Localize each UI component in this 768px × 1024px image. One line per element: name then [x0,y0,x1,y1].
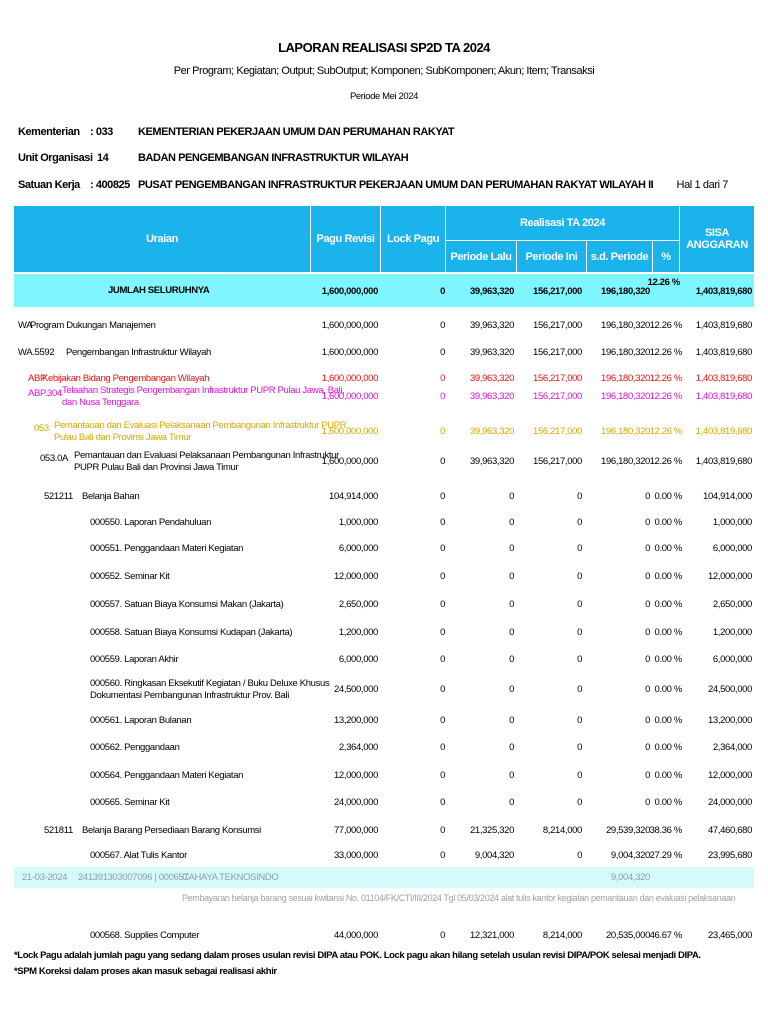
col-sisa-header-line2: ANGGARAN [686,239,748,251]
row-periode-ini: 0 [577,654,582,665]
total-pagu: 1,600,000,000 [321,286,378,297]
report-period: Periode Mei 2024 [349,91,419,102]
row-pct: 0.00 % [654,654,682,665]
row-lock: 0 [440,770,445,781]
row-pct: 12.26 % [649,347,682,358]
row-pct: 0.00 % [654,684,682,695]
unit-name: BADAN PENGEMBANGAN INFRASTRUKTUR WILAYAH [138,152,409,164]
row-periode-ini: 0 [577,850,582,861]
row-pagu: 104,914,000 [329,491,378,502]
row-periode-lalu: 9,004,320 [474,850,514,861]
row-sisa: 1,000,000 [712,517,752,528]
total-periode-ini: 156,217,000 [533,286,582,297]
row-pct: 0.00 % [654,599,682,610]
row-uraian: 000560. Ringkasan Eksekutif Kegiatan / Buku Deluxe Khusus [90,678,330,689]
row-sd-periode: 0 [645,571,650,582]
row-periode-lalu: 0 [509,654,514,665]
row-periode-lalu: 39,963,320 [469,373,514,384]
row-periode-ini: 0 [577,543,582,554]
row-periode-lalu: 0 [509,797,514,808]
row-lock: 0 [440,742,445,753]
row-pct: 12.26 % [649,320,682,331]
row-sd-periode: 20,535,000 [605,930,650,941]
row-uraian: 000565. Seminar Kit [90,797,170,808]
row-uraian: 000550. Laporan Pendahuluan [90,517,212,528]
row-uraian: Kebijakan Bidang Pengembangan Wilayah [42,373,210,384]
row-pct: 46.67 % [649,930,682,941]
total-lock: 0 [440,286,445,297]
row-periode-lalu: 39,963,320 [469,426,514,437]
row-lock: 0 [440,599,445,610]
row-uraian: Belanja Barang Persediaan Barang Konsumsi [82,825,261,836]
row-periode-ini: 156,217,000 [533,426,582,437]
row-uraian: 000551. Penggandaan Materi Kegiatan [90,543,244,554]
row-pct: 0.00 % [654,571,682,582]
row-pct: 0.00 % [654,715,682,726]
footnote-spm-koreksi: *SPM Koreksi dalam proses akan masuk sebagai realisasi akhir [14,966,277,977]
row-periode-ini: 0 [577,517,582,528]
row-lock: 0 [440,391,445,402]
row-periode-lalu: 39,963,320 [469,320,514,331]
row-uraian-line2: Pulau Bali dan Provinsi Jawa Timur [54,432,192,443]
row-pagu: 33,000,000 [333,850,378,861]
report-subtitle: Per Program; Kegiatan; Output; SubOutput; Komponen; SubKomponen; Akun; Item; Transaksi [173,65,595,77]
report-title: LAPORAN REALISASI SP2D TA 2024 [278,40,490,55]
row-code: ABP.304 [28,388,62,399]
row-periode-lalu: 39,963,320 [469,456,514,467]
row-pagu: 12,000,000 [333,770,378,781]
row-periode-ini: 8,214,000 [542,930,582,941]
row-sd-periode: 0 [645,491,650,502]
row-lock: 0 [440,825,445,836]
row-pct: 12.26 % [649,373,682,384]
row-periode-lalu: 0 [509,684,514,695]
row-code: 053 [34,423,49,434]
col-sisa-header [680,206,754,272]
row-periode-lalu: 0 [509,742,514,753]
transaction-vendor: CAHAYA TEKNOSINDO [182,872,279,883]
row-sisa: 12,000,000 [707,770,752,781]
row-uraian: Pengembangan Infrastruktur Wilayah [66,347,211,358]
row-sd-periode: 0 [645,715,650,726]
row-periode-lalu: 12,321,000 [469,930,514,941]
row-uraian: 000564. Penggandaan Materi Kegiatan [90,770,244,781]
row-periode-ini: 156,217,000 [533,373,582,384]
row-code: WA.5592 [18,347,55,358]
row-pagu: 2,650,000 [338,599,378,610]
row-pagu: 6,000,000 [338,654,378,665]
row-pct: 27.29 % [649,850,682,861]
row-uraian: 000562. Penggandaan [90,742,180,753]
col-uraian-header: Uraian [14,206,310,272]
row-sisa: 23,465,000 [707,930,752,941]
row-sisa: 2,364,000 [712,742,752,753]
row-pagu: 1,600,000,000 [321,426,378,437]
row-lock: 0 [440,456,445,467]
transaction-amount: 9,004,320 [610,872,650,883]
row-sd-periode: 0 [645,742,650,753]
row-sisa: 1,403,819,680 [695,391,752,402]
row-periode-lalu: 0 [509,599,514,610]
row-pagu: 1,600,000,000 [321,347,378,358]
row-sisa: 6,000,000 [712,543,752,554]
row-code: 521211 [44,491,73,502]
row-uraian: Telaahan Strategis Pengembangan Infrastruktur PUPR Pulau Jawa, Bali, [62,385,345,396]
row-sisa: 1,403,819,680 [695,320,752,331]
col-sisa-header-line1: SISA [704,227,730,239]
row-uraian: 000559. Laporan Akhir [90,654,179,665]
row-sd-periode: 196,180,320 [601,320,650,331]
row-sisa: 1,403,819,680 [695,347,752,358]
row-sisa: 1,403,819,680 [695,373,752,384]
row-pct: 0.00 % [654,770,682,781]
footnote-lock-pagu: *Lock Pagu adalah jumlah pagu yang sedang dalam proses usulan revisi DIPA atau POK. Lock pagu akan hilang setelah usulan revisi DIPA/POK selesai menjadi DIPA. [14,950,701,961]
page-indicator: Hal 1 dari 7 [676,179,728,191]
row-periode-lalu: 0 [509,770,514,781]
total-label: JUMLAH SELURUHNYA [108,285,210,296]
row-pagu: 6,000,000 [338,543,378,554]
row-pct: 0.00 % [654,627,682,638]
row-pagu: 1,000,000 [338,517,378,528]
row-periode-ini: 8,214,000 [542,825,582,836]
row-pagu: 13,200,000 [333,715,378,726]
row-uraian: Program Dukungan Manajemen [30,320,156,331]
row-periode-ini: 0 [577,770,582,781]
row-pct: 0.00 % [654,543,682,554]
satker-label: Satuan Kerja [18,179,80,191]
row-sd-periode: 196,180,320 [601,347,650,358]
row-uraian: Pemantauan dan Evaluasi Pelaksanaan Pembangunan Infrastruktur [74,450,339,461]
row-sd-periode: 196,180,320 [601,373,650,384]
row-periode-ini: 156,217,000 [533,456,582,467]
row-sisa: 1,200,000 [712,627,752,638]
row-code: WA [18,320,33,331]
row-lock: 0 [440,850,445,861]
row-periode-lalu: 0 [509,571,514,582]
row-lock: 0 [440,715,445,726]
row-pct: 12.26 % [649,391,682,402]
row-uraian: 000567. Alat Tulis Kantor [90,850,187,861]
col-lock-header: Lock Pagu [381,206,445,272]
transaction-date: 21-03-2024 [22,872,68,883]
row-sd-periode: 0 [645,797,650,808]
row-sd-periode: 0 [645,654,650,665]
row-pct: 38.36 % [649,825,682,836]
transaction-note: Pembayaran belanja barang sesuai kwitansi No. 01104/FK/CTI/III/2024 Tgl 05/03/2024 alat tulis kantor kegiatan pemantauan dan evaluasi pelaksanaan [182,893,736,903]
row-sisa: 47,460,680 [707,825,752,836]
row-periode-lalu: 0 [509,627,514,638]
row-periode-lalu: 0 [509,543,514,554]
row-pagu: 2,364,000 [338,742,378,753]
row-lock: 0 [440,517,445,528]
row-periode-ini: 0 [577,742,582,753]
col-sd-periode-header: s.d. Periode [587,241,652,272]
row-sisa: 2,650,000 [712,599,752,610]
row-sisa: 1,403,819,680 [695,456,752,467]
row-pct: 12.26 % [649,456,682,467]
row-periode-ini: 0 [577,491,582,502]
row-pct: 12.26 % [649,426,682,437]
row-pagu: 1,600,000,000 [321,391,378,402]
row-lock: 0 [440,491,445,502]
row-pagu: 1,600,000,000 [321,373,378,384]
row-code: 053.0A [40,453,69,464]
col-periode-lalu-header: Periode Lalu [446,241,516,272]
satker-code: : 400825 [90,179,130,191]
row-periode-ini: 0 [577,627,582,638]
satker-name: PUSAT PENGEMBANGAN INFRASTRUKTUR PEKERJAAN UMUM DAN PERUMAHAN RAKYAT WILAYAH II [138,179,654,191]
row-lock: 0 [440,930,445,941]
unit-label: Unit Organisasi [18,152,93,164]
row-periode-ini: 0 [577,797,582,808]
row-sisa: 13,200,000 [707,715,752,726]
row-sisa: 6,000,000 [712,654,752,665]
row-sisa: 12,000,000 [707,571,752,582]
row-uraian-line2: Dokumentasi Pembangunan Infrastruktur Prov. Bali [90,690,289,701]
col-periode-ini-header: Periode Ini [517,241,586,272]
total-sd-periode: 196,180,320 [601,286,650,297]
total-pct: 12.26 % [647,277,680,288]
row-pagu: 24,500,000 [333,684,378,695]
kementerian-label: Kementerian [18,126,80,138]
row-sd-periode: 9,004,320 [610,850,650,861]
row-sd-periode: 196,180,320 [601,426,650,437]
row-pagu: 1,200,000 [338,627,378,638]
row-pct: 0.00 % [654,491,682,502]
row-sd-periode: 0 [645,599,650,610]
row-sisa: 1,403,819,680 [695,426,752,437]
row-pagu: 1,600,000,000 [321,320,378,331]
row-uraian: 000558. Satuan Biaya Konsumsi Kudapan (Jakarta) [90,627,293,638]
row-sisa: 104,914,000 [703,491,752,502]
row-periode-lalu: 39,963,320 [469,391,514,402]
row-sd-periode: 0 [645,627,650,638]
row-lock: 0 [440,571,445,582]
kementerian-name: KEMENTERIAN PEKERJAAN UMUM DAN PERUMAHAN RAKYAT [138,126,455,138]
transaction-spm: 241391303007096 | 00065T [78,872,189,883]
row-periode-lalu: 0 [509,517,514,528]
row-lock: 0 [440,684,445,695]
row-periode-ini: 156,217,000 [533,320,582,331]
row-sd-periode: 0 [645,684,650,695]
row-uraian: 000557. Satuan Biaya Konsumsi Makan (Jakarta) [90,599,284,610]
total-sisa: 1,403,819,680 [695,286,752,297]
row-lock: 0 [440,373,445,384]
row-periode-ini: 0 [577,571,582,582]
row-lock: 0 [440,627,445,638]
row-periode-lalu: 21,325,320 [469,825,514,836]
row-uraian-line2: PUPR Pulau Bali dan Provinsi Jawa Timur [74,462,239,473]
total-periode-lalu: 39,963,320 [469,286,514,297]
row-sd-periode: 0 [645,543,650,554]
row-sd-periode: 196,180,320 [601,391,650,402]
row-uraian: Pemantauan dan Evaluasi Pelaksanaan Pembangunan Infrastruktur PUPR [54,420,347,431]
row-sisa: 24,500,000 [707,684,752,695]
unit-code: 14 [97,152,109,164]
row-code: 521811 [44,825,73,836]
row-sd-periode: 29,539,320 [605,825,650,836]
col-pct-header: % [653,241,679,272]
row-pct: 0.00 % [654,517,682,528]
row-periode-ini: 0 [577,715,582,726]
row-lock: 0 [440,347,445,358]
row-sisa: 23,995,680 [707,850,752,861]
row-pagu: 77,000,000 [333,825,378,836]
row-lock: 0 [440,654,445,665]
row-pct: 0.00 % [654,797,682,808]
row-pagu: 44,000,000 [333,930,378,941]
row-lock: 0 [440,320,445,331]
row-sisa: 24,000,000 [707,797,752,808]
row-periode-ini: 156,217,000 [533,347,582,358]
kementerian-code: : 033 [90,126,113,138]
row-periode-lalu: 0 [509,491,514,502]
row-periode-ini: 0 [577,684,582,695]
row-pagu: 12,000,000 [333,571,378,582]
col-realisasi-header: Realisasi TA 2024 [446,206,679,240]
row-uraian: 000552. Seminar Kit [90,571,170,582]
row-sd-periode: 0 [645,770,650,781]
row-sd-periode: 196,180,320 [601,456,650,467]
row-uraian: Belanja Bahan [82,491,140,502]
row-uraian: 000568. Supplies Computer [90,930,200,941]
row-periode-ini: 0 [577,599,582,610]
row-pagu: 24,000,000 [333,797,378,808]
row-lock: 0 [440,426,445,437]
row-uraian: 000561. Laporan Bulanan [90,715,192,726]
col-pagu-header: Pagu Revisi [311,206,380,272]
row-periode-ini: 156,217,000 [533,391,582,402]
row-sd-periode: 0 [645,517,650,528]
row-pct: 0.00 % [654,742,682,753]
row-lock: 0 [440,797,445,808]
row-code: ABP [28,373,46,384]
row-lock: 0 [440,543,445,554]
row-uraian-line2: dan Nusa Tenggara [62,397,139,408]
row-pagu: 1,600,000,000 [321,456,378,467]
row-periode-lalu: 0 [509,715,514,726]
row-periode-lalu: 39,963,320 [469,347,514,358]
